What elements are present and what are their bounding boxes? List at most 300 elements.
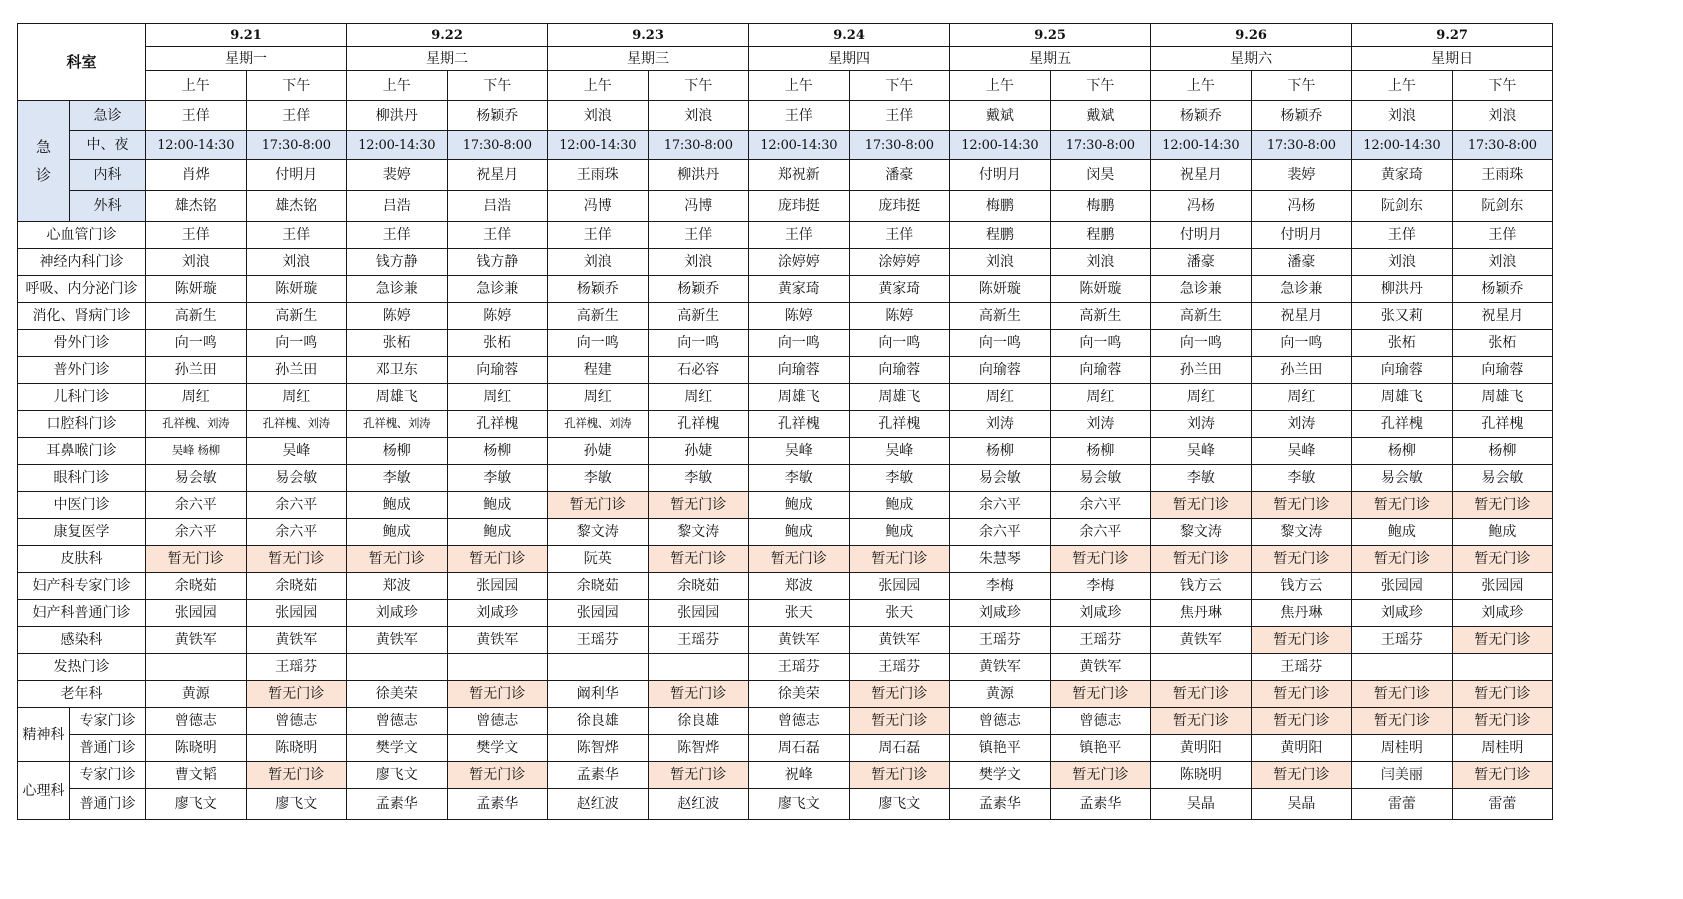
schedule-cell: 曾德志 — [950, 708, 1051, 735]
schedule-cell: 向一鸣 — [1251, 330, 1352, 357]
schedule-cell: 王瑶芬 — [648, 627, 749, 654]
schedule-cell: 暂无门诊 — [1050, 681, 1151, 708]
schedule-cell: 柳洪丹 — [347, 101, 448, 131]
schedule-cell: 17:30-8:00 — [246, 131, 347, 160]
schedule-cell: 刘咸珍 — [347, 600, 448, 627]
schedule-cell: 暂无门诊 — [1251, 627, 1352, 654]
table-row — [18, 357, 1553, 384]
schedule-cell: 易会敏 — [1050, 465, 1151, 492]
schedule-cell: 陈婷 — [447, 303, 548, 330]
schedule-cell: 黄明阳 — [1251, 735, 1352, 762]
schedule-cell: 肖烨 — [146, 160, 247, 191]
schedule-cell: 周红 — [1151, 384, 1252, 411]
schedule-cell: 暂无门诊 — [1151, 708, 1252, 735]
schedule-cell: 赵红波 — [548, 789, 649, 820]
schedule-cell: 陈婷 — [347, 303, 448, 330]
schedule-cell: 吴峰 — [1251, 438, 1352, 465]
schedule-cell: 黄铁军 — [146, 627, 247, 654]
schedule-cell: 暂无门诊 — [1352, 492, 1453, 519]
schedule-cell: 程建 — [548, 357, 649, 384]
schedule-cell: 周雄飞 — [347, 384, 448, 411]
schedule-cell: 戴斌 — [1050, 101, 1151, 131]
schedule-cell: 周红 — [1050, 384, 1151, 411]
schedule-cell: 付明月 — [246, 160, 347, 191]
schedule-cell: 陈婷 — [749, 303, 850, 330]
schedule-cell: 易会敏 — [950, 465, 1051, 492]
schedule-cell: 潘豪 — [849, 160, 950, 191]
schedule-cell: 孙婕 — [648, 438, 749, 465]
schedule-cell: 阮剑东 — [1352, 191, 1453, 222]
schedule-cell: 曹文韬 — [146, 762, 247, 789]
schedule-cell: 鲍成 — [347, 519, 448, 546]
day-date-header: 9.27 — [1352, 24, 1553, 47]
schedule-cell: 陈婷 — [849, 303, 950, 330]
schedule-cell: 急诊兼 — [347, 276, 448, 303]
schedule-cell: 陈妍璇 — [950, 276, 1051, 303]
schedule-cell: 王瑶芬 — [1352, 627, 1453, 654]
schedule-cell: 张天 — [749, 600, 850, 627]
schedule-cell: 吴峰 — [749, 438, 850, 465]
table-row — [18, 222, 1553, 249]
schedule-cell: 暂无门诊 — [1050, 762, 1151, 789]
schedule-cell: 李敏 — [1151, 465, 1252, 492]
department-group-label: 精神科 — [18, 708, 70, 762]
pm-header: 下午 — [648, 71, 749, 101]
schedule-cell — [548, 654, 649, 681]
schedule-cell: 张园园 — [849, 573, 950, 600]
table-row — [18, 160, 1553, 191]
day-weekday-header: 星期四 — [749, 47, 950, 71]
schedule-cell: 暂无门诊 — [1452, 762, 1553, 789]
table-row — [18, 101, 1553, 131]
table-row — [18, 546, 1553, 573]
schedule-cell: 黎文涛 — [1251, 519, 1352, 546]
schedule-cell: 王佯 — [246, 101, 347, 131]
schedule-cell: 刘咸珍 — [1452, 600, 1553, 627]
schedule-cell: 雄杰铭 — [146, 191, 247, 222]
table-row — [18, 411, 1553, 438]
schedule-cell: 刘浪 — [648, 101, 749, 131]
emergency-group-label — [18, 101, 70, 222]
department-label: 老年科 — [18, 681, 146, 708]
emergency-row-label: 外科 — [70, 191, 146, 222]
am-header: 上午 — [1151, 71, 1252, 101]
schedule-cell: 刘涛 — [950, 411, 1051, 438]
schedule-cell: 高新生 — [146, 303, 247, 330]
pm-header: 下午 — [447, 71, 548, 101]
schedule-cell: 李梅 — [1050, 573, 1151, 600]
schedule-cell: 刘浪 — [246, 249, 347, 276]
table-row — [18, 654, 1553, 681]
schedule-cell: 余晓茹 — [146, 573, 247, 600]
day-weekday-header: 星期六 — [1151, 47, 1352, 71]
schedule-cell: 高新生 — [246, 303, 347, 330]
schedule-cell: 12:00-14:30 — [548, 131, 649, 160]
table-row — [18, 492, 1553, 519]
schedule-cell: 王佯 — [1352, 222, 1453, 249]
schedule-cell: 张园园 — [447, 573, 548, 600]
schedule-cell: 刘浪 — [548, 101, 649, 131]
schedule-cell: 暂无门诊 — [1352, 681, 1453, 708]
schedule-cell: 王瑶芬 — [548, 627, 649, 654]
schedule-cell: 雄杰铭 — [246, 191, 347, 222]
day-date-header: 9.24 — [749, 24, 950, 47]
schedule-cell: 李敏 — [1251, 465, 1352, 492]
day-weekday-header: 星期一 — [146, 47, 347, 71]
schedule-cell: 周红 — [246, 384, 347, 411]
schedule-cell: 孟素华 — [447, 789, 548, 820]
table-row — [18, 191, 1553, 222]
schedule-cell: 杨颖乔 — [1151, 101, 1252, 131]
schedule-cell: 徐良雄 — [548, 708, 649, 735]
schedule-cell: 向一鸣 — [1050, 330, 1151, 357]
schedule-cell: 向一鸣 — [950, 330, 1051, 357]
schedule-cell: 钱方静 — [447, 249, 548, 276]
schedule-cell: 廖飞文 — [246, 789, 347, 820]
schedule-cell: 石必容 — [648, 357, 749, 384]
department-label: 消化、肾病门诊 — [18, 303, 146, 330]
department-label: 中医门诊 — [18, 492, 146, 519]
schedule-cell: 17:30-8:00 — [849, 131, 950, 160]
schedule-cell: 暂无门诊 — [849, 762, 950, 789]
schedule-cell: 朱慧琴 — [950, 546, 1051, 573]
schedule-cell: 杨柳 — [1352, 438, 1453, 465]
schedule-cell: 张园园 — [648, 600, 749, 627]
schedule-cell: 樊学文 — [347, 735, 448, 762]
subclinic-label: 普通门诊 — [70, 789, 146, 820]
schedule-cell: 冯博 — [548, 191, 649, 222]
schedule-cell: 12:00-14:30 — [347, 131, 448, 160]
schedule-cell: 王佯 — [246, 222, 347, 249]
schedule-cell: 张园园 — [548, 600, 649, 627]
schedule-cell: 王佯 — [146, 222, 247, 249]
duty-schedule-table — [17, 23, 1553, 820]
schedule-cell: 刘浪 — [648, 249, 749, 276]
schedule-cell: 吴峰 — [849, 438, 950, 465]
schedule-cell: 刘咸珍 — [950, 600, 1051, 627]
pm-header: 下午 — [1050, 71, 1151, 101]
schedule-cell: 周桂明 — [1352, 735, 1453, 762]
schedule-cell: 张柘 — [1452, 330, 1553, 357]
schedule-cell: 向瑜蓉 — [1050, 357, 1151, 384]
schedule-cell: 向瑜蓉 — [950, 357, 1051, 384]
schedule-cell: 刘浪 — [146, 249, 247, 276]
schedule-cell: 黄家琦 — [1352, 160, 1453, 191]
schedule-cell: 雷蕾 — [1352, 789, 1453, 820]
schedule-cell: 杨颖乔 — [548, 276, 649, 303]
schedule-cell: 暂无门诊 — [1251, 762, 1352, 789]
schedule-cell: 王佯 — [146, 101, 247, 131]
schedule-cell: 暂无门诊 — [1151, 546, 1252, 573]
schedule-cell: 曾德志 — [749, 708, 850, 735]
schedule-cell: 梅鹏 — [1050, 191, 1151, 222]
table-row — [18, 789, 1553, 820]
schedule-cell: 鲍成 — [749, 519, 850, 546]
schedule-cell: 暂无门诊 — [648, 681, 749, 708]
department-label: 心血管门诊 — [18, 222, 146, 249]
schedule-cell: 王佯 — [648, 222, 749, 249]
schedule-cell: 李敏 — [548, 465, 649, 492]
schedule-cell: 17:30-8:00 — [1050, 131, 1151, 160]
schedule-cell: 12:00-14:30 — [146, 131, 247, 160]
table-row — [18, 627, 1553, 654]
schedule-cell: 柳洪丹 — [648, 160, 749, 191]
schedule-cell: 刘涛 — [1151, 411, 1252, 438]
schedule-cell: 付明月 — [950, 160, 1051, 191]
department-label: 耳鼻喉门诊 — [18, 438, 146, 465]
schedule-cell: 钱方静 — [347, 249, 448, 276]
schedule-cell: 暂无门诊 — [1251, 492, 1352, 519]
schedule-cell: 向瑜蓉 — [1352, 357, 1453, 384]
schedule-cell: 孙兰田 — [146, 357, 247, 384]
department-label: 呼吸、内分泌门诊 — [18, 276, 146, 303]
am-header: 上午 — [548, 71, 649, 101]
schedule-cell — [1151, 654, 1252, 681]
schedule-cell: 戴斌 — [950, 101, 1051, 131]
schedule-cell: 高新生 — [950, 303, 1051, 330]
schedule-cell: 暂无门诊 — [548, 492, 649, 519]
department-group-label: 心理科 — [18, 762, 70, 820]
schedule-cell: 余六平 — [146, 492, 247, 519]
table-row — [18, 465, 1553, 492]
am-header: 上午 — [347, 71, 448, 101]
schedule-cell: 黄源 — [950, 681, 1051, 708]
day-date-header: 9.23 — [548, 24, 749, 47]
department-label: 骨外门诊 — [18, 330, 146, 357]
emergency-group-char: 急 — [35, 137, 51, 156]
schedule-cell: 孙婕 — [548, 438, 649, 465]
schedule-cell: 17:30-8:00 — [1452, 131, 1553, 160]
schedule-cell: 暂无门诊 — [1352, 546, 1453, 573]
schedule-cell: 刘浪 — [950, 249, 1051, 276]
schedule-cell: 李敏 — [749, 465, 850, 492]
schedule-cell: 周红 — [1251, 384, 1352, 411]
schedule-cell: 黄铁军 — [950, 654, 1051, 681]
schedule-cell: 暂无门诊 — [1452, 627, 1553, 654]
schedule-cell: 王雨珠 — [1452, 160, 1553, 191]
schedule-cell: 徐良雄 — [648, 708, 749, 735]
schedule-cell: 潘豪 — [1151, 249, 1252, 276]
schedule-cell: 张又莉 — [1352, 303, 1453, 330]
schedule-cell: 陈晓明 — [1151, 762, 1252, 789]
schedule-cell: 余晓茹 — [246, 573, 347, 600]
schedule-cell: 刘咸珍 — [1050, 600, 1151, 627]
table-row — [18, 600, 1553, 627]
schedule-cell: 黄铁军 — [1050, 654, 1151, 681]
table-row — [18, 71, 1553, 101]
schedule-cell: 孔祥槐 — [749, 411, 850, 438]
schedule-cell: 梅鹏 — [950, 191, 1051, 222]
schedule-cell: 易会敏 — [1352, 465, 1453, 492]
schedule-cell: 王瑶芬 — [1251, 654, 1352, 681]
schedule-cell: 闫美丽 — [1352, 762, 1453, 789]
schedule-cell: 张柘 — [1352, 330, 1453, 357]
department-label: 眼科门诊 — [18, 465, 146, 492]
schedule-cell: 王佯 — [849, 101, 950, 131]
schedule-cell: 暂无门诊 — [347, 546, 448, 573]
schedule-cell: 孔祥槐、刘涛 — [146, 411, 247, 438]
schedule-cell — [648, 654, 749, 681]
schedule-cell: 暂无门诊 — [648, 546, 749, 573]
schedule-cell: 向一鸣 — [246, 330, 347, 357]
schedule-cell: 黄铁军 — [749, 627, 850, 654]
schedule-cell: 孔祥槐 — [648, 411, 749, 438]
schedule-cell: 周雄飞 — [1352, 384, 1453, 411]
schedule-cell: 李敏 — [347, 465, 448, 492]
schedule-cell: 李敏 — [447, 465, 548, 492]
schedule-cell: 祝星月 — [1151, 160, 1252, 191]
schedule-cell: 王佯 — [447, 222, 548, 249]
schedule-cell: 12:00-14:30 — [1352, 131, 1453, 160]
schedule-cell: 孙兰田 — [1151, 357, 1252, 384]
pm-header: 下午 — [1251, 71, 1352, 101]
schedule-cell: 祝星月 — [1251, 303, 1352, 330]
schedule-cell: 曾德志 — [447, 708, 548, 735]
day-date-header: 9.25 — [950, 24, 1151, 47]
schedule-cell: 黄铁军 — [1151, 627, 1252, 654]
schedule-cell: 17:30-8:00 — [447, 131, 548, 160]
day-date-header: 9.21 — [146, 24, 347, 47]
schedule-cell: 暂无门诊 — [447, 546, 548, 573]
table-row — [18, 708, 1553, 735]
schedule-cell: 向一鸣 — [849, 330, 950, 357]
schedule-cell: 12:00-14:30 — [950, 131, 1051, 160]
schedule-cell: 孙兰田 — [1251, 357, 1352, 384]
schedule-cell: 徐美荣 — [347, 681, 448, 708]
schedule-cell: 孔祥槐 — [447, 411, 548, 438]
schedule-cell: 急诊兼 — [447, 276, 548, 303]
table-row — [18, 438, 1553, 465]
schedule-cell: 暂无门诊 — [849, 546, 950, 573]
day-date-header: 9.22 — [347, 24, 548, 47]
schedule-cell: 刘浪 — [548, 249, 649, 276]
schedule-cell: 余晓茹 — [648, 573, 749, 600]
schedule-cell: 暂无门诊 — [849, 681, 950, 708]
schedule-cell: 暂无门诊 — [1452, 708, 1553, 735]
schedule-cell: 暂无门诊 — [1452, 492, 1553, 519]
schedule-cell: 吕浩 — [447, 191, 548, 222]
department-label: 妇产科普通门诊 — [18, 600, 146, 627]
schedule-cell: 孔祥槐、刘涛 — [246, 411, 347, 438]
schedule-cell: 阮剑东 — [1452, 191, 1553, 222]
schedule-cell: 阚利华 — [548, 681, 649, 708]
schedule-cell: 涂婷婷 — [749, 249, 850, 276]
schedule-cell: 17:30-8:00 — [648, 131, 749, 160]
schedule-cell: 暂无门诊 — [1452, 681, 1553, 708]
table-row — [18, 384, 1553, 411]
schedule-cell: 曾德志 — [347, 708, 448, 735]
schedule-cell: 暂无门诊 — [246, 546, 347, 573]
schedule-cell: 杨柳 — [347, 438, 448, 465]
schedule-cell: 鲍成 — [447, 519, 548, 546]
subclinic-label: 普通门诊 — [70, 735, 146, 762]
schedule-cell: 吴峰 杨柳 — [146, 438, 247, 465]
schedule-cell: 周红 — [648, 384, 749, 411]
schedule-cell: 暂无门诊 — [447, 681, 548, 708]
schedule-cell: 冯博 — [648, 191, 749, 222]
schedule-cell: 黄明阳 — [1151, 735, 1252, 762]
schedule-cell: 王佯 — [849, 222, 950, 249]
schedule-cell: 刘涛 — [1251, 411, 1352, 438]
schedule-cell: 黄铁军 — [849, 627, 950, 654]
schedule-cell: 程鹏 — [950, 222, 1051, 249]
schedule-cell: 周雄飞 — [849, 384, 950, 411]
schedule-cell: 杨柳 — [1050, 438, 1151, 465]
schedule-cell: 陈妍璇 — [246, 276, 347, 303]
schedule-cell: 易会敏 — [146, 465, 247, 492]
schedule-cell: 向一鸣 — [548, 330, 649, 357]
schedule-cell: 孔祥槐 — [849, 411, 950, 438]
schedule-cell: 孔祥槐、刘涛 — [548, 411, 649, 438]
schedule-cell: 孟素华 — [1050, 789, 1151, 820]
schedule-cell: 暂无门诊 — [1452, 546, 1553, 573]
schedule-cell: 急诊兼 — [1251, 276, 1352, 303]
schedule-cell: 钱方云 — [1251, 573, 1352, 600]
schedule-cell: 孟素华 — [347, 789, 448, 820]
schedule-cell: 暂无门诊 — [447, 762, 548, 789]
schedule-cell: 杨颖乔 — [648, 276, 749, 303]
day-weekday-header: 星期二 — [347, 47, 548, 71]
schedule-cell: 王瑶芬 — [246, 654, 347, 681]
schedule-cell: 周红 — [950, 384, 1051, 411]
schedule-cell: 曾德志 — [246, 708, 347, 735]
schedule-cell: 冯杨 — [1251, 191, 1352, 222]
schedule-cell: 向一鸣 — [146, 330, 247, 357]
schedule-cell: 孟素华 — [950, 789, 1051, 820]
schedule-cell: 庞玮挺 — [849, 191, 950, 222]
schedule-cell: 张柘 — [347, 330, 448, 357]
table-row — [18, 24, 1553, 47]
schedule-cell: 周红 — [447, 384, 548, 411]
schedule-cell — [1452, 654, 1553, 681]
schedule-cell: 暂无门诊 — [648, 492, 749, 519]
schedule-cell: 李敏 — [849, 465, 950, 492]
table-row — [18, 330, 1553, 357]
table-row — [18, 303, 1553, 330]
schedule-cell: 刘浪 — [1452, 101, 1553, 131]
am-header: 上午 — [950, 71, 1051, 101]
schedule-cell: 12:00-14:30 — [749, 131, 850, 160]
schedule-cell: 余晓茹 — [548, 573, 649, 600]
schedule-cell: 赵红波 — [648, 789, 749, 820]
department-label: 儿科门诊 — [18, 384, 146, 411]
schedule-cell: 祝星月 — [1452, 303, 1553, 330]
schedule-cell: 陈晓明 — [246, 735, 347, 762]
schedule-cell — [347, 654, 448, 681]
schedule-cell: 吴晶 — [1151, 789, 1252, 820]
emergency-row-label: 急诊 — [70, 101, 146, 131]
schedule-cell: 刘浪 — [1050, 249, 1151, 276]
schedule-cell: 张柘 — [447, 330, 548, 357]
schedule-cell: 向一鸣 — [749, 330, 850, 357]
schedule-cell: 张天 — [849, 600, 950, 627]
schedule-cell: 暂无门诊 — [1251, 681, 1352, 708]
day-weekday-header: 星期日 — [1352, 47, 1553, 71]
schedule-cell: 王佯 — [548, 222, 649, 249]
schedule-cell: 黎文涛 — [1151, 519, 1252, 546]
schedule-cell — [447, 654, 548, 681]
schedule-cell: 樊学文 — [447, 735, 548, 762]
schedule-cell: 郑波 — [749, 573, 850, 600]
am-header: 上午 — [749, 71, 850, 101]
schedule-cell: 徐美荣 — [749, 681, 850, 708]
schedule-cell: 易会敏 — [246, 465, 347, 492]
schedule-cell: 陈晓明 — [146, 735, 247, 762]
schedule-cell: 向瑜蓉 — [849, 357, 950, 384]
table-row — [18, 131, 1553, 160]
schedule-cell: 程鹏 — [1050, 222, 1151, 249]
schedule-cell: 阮英 — [548, 546, 649, 573]
